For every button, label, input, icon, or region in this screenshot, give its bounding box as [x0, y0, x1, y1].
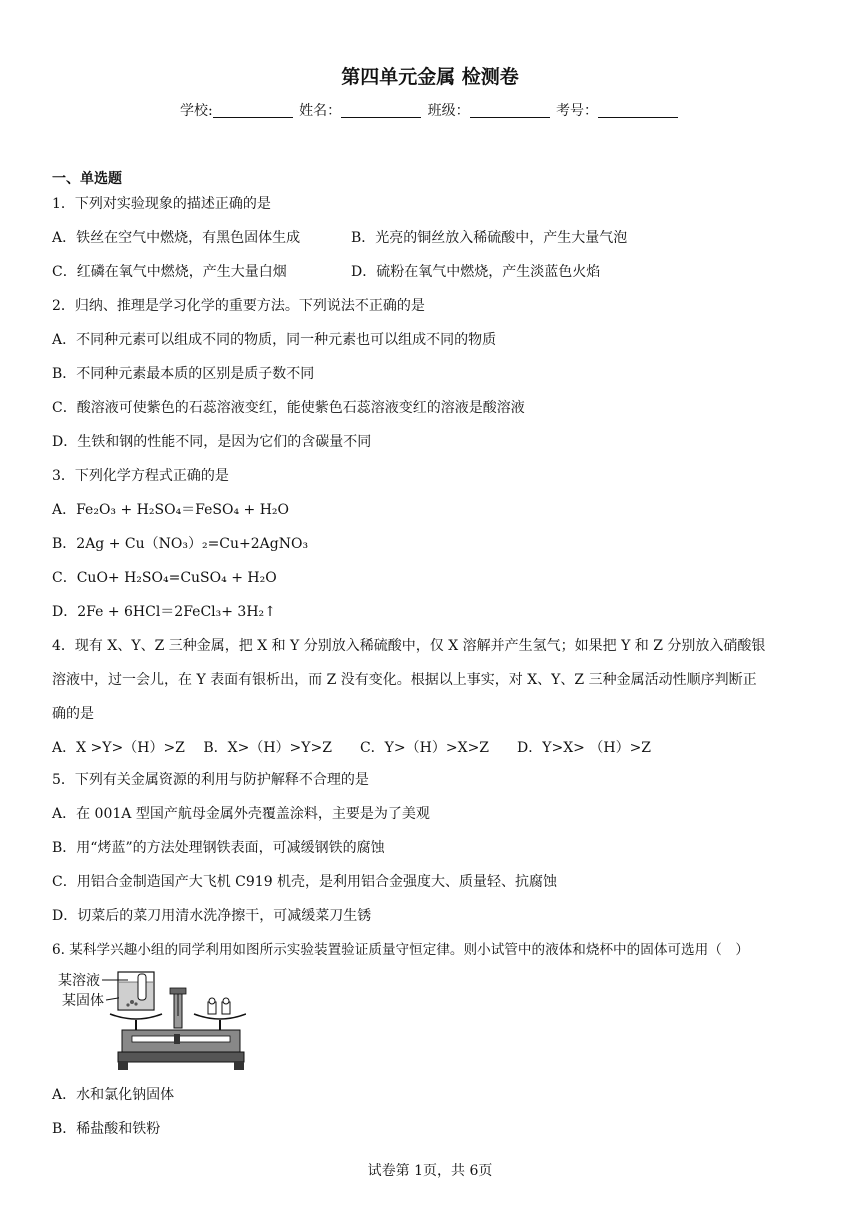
exam-no-blank[interactable] — [598, 103, 678, 118]
section-heading: 一、单选题 — [52, 171, 122, 187]
class-blank[interactable] — [470, 103, 550, 118]
q5-stem: 5．下列有关金属资源的利用与防护解释不合理的是 — [52, 772, 369, 788]
student-info-row — [0, 100, 860, 120]
q3-stem: 3．下列化学方程式正确的是 — [52, 468, 229, 484]
q4-options: A．X >Y>（H）>Z B．X>（H）>Y>Z C．Y>（H）>X>Z D．Y>X> （H）>Z — [52, 740, 652, 756]
figure-label-solid: 某固体 — [62, 993, 104, 1009]
q1-option-d: D．硫粉在氧气中燃烧，产生淡蓝色火焰 — [351, 264, 601, 280]
page-title: 第四单元金属 检测卷 — [341, 66, 519, 88]
exam-no-label: 考号： — [556, 103, 599, 119]
q5-option-c: C．用铝合金制造国产大飞机 C919 机壳，是利用铝合金强度大、质量轻、抗腐蚀 — [52, 874, 558, 890]
q4-stem-line1: 4．现有 X、Y、Z 三种金属，把 X 和 Y 分别放入稀硫酸中，仅 X 溶解并产生氢气；如果把 Y 和 Z 分别放入硝酸银 — [52, 638, 766, 654]
q5-option-a: A．在 001A 型国产航母金属外壳覆盖涂料，主要是为了美观 — [52, 806, 430, 822]
figure-label-liquid: 某溶液 — [58, 973, 100, 989]
school-blank[interactable] — [213, 103, 293, 118]
q6-option-a: A．水和氯化钠固体 — [52, 1087, 175, 1103]
q3-option-a: A．Fe₂O₃ + H₂SO₄＝FeSO₄ + H₂O — [52, 502, 290, 518]
q5-option-b: B．用“烤蓝”的方法处理钢铁表面，可减缓钢铁的腐蚀 — [52, 840, 385, 856]
q1-stem: 1．下列对实验现象的描述正确的是 — [52, 196, 271, 212]
q2-option-c: C．酸溶液可使紫色的石蕊溶液变红，能使紫色石蕊溶液变红的溶液是酸溶液 — [52, 400, 525, 416]
page-footer: 试卷第 1页，共 6页 — [367, 1163, 493, 1179]
balance-scale-bar — [132, 1036, 230, 1042]
q2-option-a: A．不同种元素可以组成不同的物质，同一种元素也可以组成不同的物质 — [52, 332, 497, 348]
q3-option-d: D．2Fe + 6HCl＝2FeCl₃+ 3H₂↑ — [52, 604, 276, 620]
balance-apparatus-figure — [56, 968, 246, 1072]
right-pan — [194, 1014, 246, 1019]
name-blank[interactable] — [341, 103, 421, 118]
q6-option-b: B．稀盐酸和铁粉 — [52, 1121, 161, 1137]
q2-option-b: B．不同种元素最本质的区别是质子数不同 — [52, 366, 315, 382]
q2-stem: 2．归纳、推理是学习化学的重要方法。下列说法不正确的是 — [52, 298, 425, 314]
q6-stem: 6. 某科学兴趣小组的同学利用如图所示实验装置验证质量守恒定律。则小试管中的液体和烧杯中的固体可选用（ ） — [52, 942, 749, 958]
q1-option-a: A．铁丝在空气中燃烧，有黑色固体生成 — [52, 230, 301, 246]
left-pan — [110, 1014, 162, 1019]
q5-option-d: D．切菜后的菜刀用清水洗净擦干，可减缓菜刀生锈 — [52, 908, 372, 924]
q2-option-d: D．生铁和钢的性能不同，是因为它们的含碳量不同 — [52, 434, 372, 450]
q3-option-c: C．CuO+ H₂SO₄=CuSO₄ + H₂O — [52, 570, 277, 586]
test-tube — [138, 974, 146, 1000]
q4-stem-line3: 确的是 — [52, 706, 94, 722]
school-label: 学校: — [179, 103, 213, 119]
q1-option-b: B．光亮的铜丝放入稀硫酸中，产生大量气泡 — [351, 230, 628, 246]
class-label: 班级： — [427, 103, 470, 119]
name-label: 姓名： — [299, 103, 342, 119]
q3-option-b: B．2Ag + Cu（NO₃）₂=Cu+2AgNO₃ — [52, 536, 309, 552]
q4-stem-line2: 溶液中，过一会儿，在 Y 表面有银析出，而 Z 没有变化。根据以上事实，对 X、Y、Z 三种金属活动性顺序判断正 — [52, 672, 757, 688]
q1-option-c: C．红磷在氧气中燃烧，产生大量白烟 — [52, 264, 287, 280]
